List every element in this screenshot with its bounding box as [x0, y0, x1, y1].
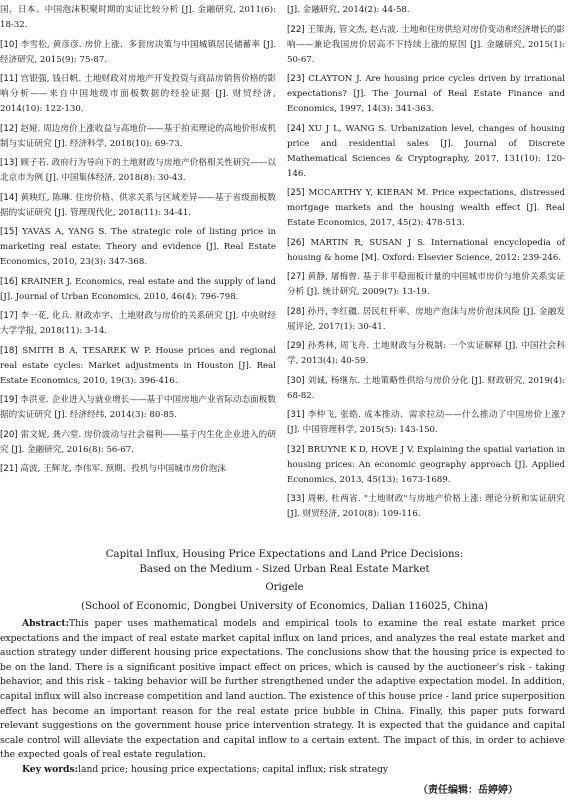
reference-text: KRAINER J. Economics, real estate and the supply of land [J]. Journal of Urban Economics, 2010, 46(4): 796-798.: [0, 276, 276, 302]
reference-entry: [0, 122, 276, 152]
reference-entry: [0, 72, 276, 117]
reference-entry: [287, 339, 565, 369]
reference-number: [16]: [0, 276, 18, 287]
reference-entry: [0, 462, 276, 477]
reference-text: 刘诚, 杨继东. 土地策略性供给与房价分化 [J]. 财政研究, 2019(4): 68-82.: [287, 375, 565, 401]
reference-number: [25]: [287, 188, 305, 198]
reference-text: 李一花, 化兵. 财政赤字、土地财政与房价的关系研究 [J]. 中央财经大学学报, 2018(11): 3-14.: [0, 311, 276, 336]
reference-entry: [287, 23, 565, 68]
reference-text: [J]. 金融研究, 2014(2): 44-58.: [287, 5, 410, 15]
reference-number: [14]: [0, 192, 18, 203]
references-left-column: [0, 3, 276, 482]
reference-entry: [0, 225, 276, 270]
reference-entry: [0, 309, 276, 339]
reference-number: [33]: [287, 494, 305, 504]
reference-text: 高波, 王辉龙, 李伟军. 预期、投机与中国城市房价泡沫: [17, 464, 226, 474]
english-abstract-block: [0, 547, 569, 778]
english-affiliation: (School of Economic, Dongbei University of Economics, Dalian 116025, China): [81, 601, 488, 612]
reference-entry: [287, 72, 565, 117]
reference-text: 宫银强, 钱日帆. 土地财政对房地产开发投资与商品房销售价格的影响分析——来自中国地级市面板数据的经验证据 [J]. 财贸经济, 2014(10): 122-130.: [0, 74, 276, 114]
reference-text: 雷文妮, 龚六堂. 房价波动与社会福利——基于内生化企业进入的研究 [J]. 金融研究, 2016(8): 56-67.: [0, 429, 276, 455]
reference-text: BRUYNE K D, HOVE J V. Explaining the spatial variation in housing prices: An economic geography approach [J]. Applied Economics, 2013, 45(13): 1673-1689.: [287, 444, 565, 485]
reference-number: [10]: [0, 39, 18, 50]
reference-text: 周彬, 杜两省. "土地财政"与房地产价格上涨: 理论分析和实证研究 [J]. 财贸经济, 2010(8): 109-116.: [287, 494, 565, 519]
english-subtitle: Based on the Medium - Sized Urban Real Estate Market: [139, 564, 430, 575]
reference-number: [30]: [287, 375, 305, 386]
reference-text: MARTIN R, SUSAN J S. International encyclopedia of housing & home [M]. Oxford: Elsevier Science, 2012: 239-246.: [287, 237, 565, 263]
reference-entry: [287, 374, 565, 404]
reference-entry: [287, 122, 565, 182]
reference-text: CLAYTON J. Are housing price cycles driven by irrational expectations? [J]. The Journal of Real Estate Finance and Economics, 1997, 14(3): 341-363.: [287, 74, 565, 114]
reference-text: 王策海, 管文杰, 赵占波. 土地和住房供给对房价变动和经济增长的影响——兼论我国房价居高不下持续上涨的原因 [J]. 金融研究, 2015(1): 50-67.: [287, 24, 565, 65]
reference-entry: [0, 38, 276, 68]
reference-text: SMITH B A, TESAREK W P. House prices and regional real estate cycles: Market adjustments in Houston [J]. Real Estate Economics, 2010, 19(3): 396-416.: [0, 345, 276, 386]
reference-entry: [0, 393, 276, 423]
reference-entry: [287, 270, 565, 300]
reference-entry: [0, 191, 276, 221]
reference-number: [17]: [0, 311, 18, 321]
reference-number: [11]: [0, 74, 18, 84]
editor-note: （责任编辑：岳婷婷）: [418, 785, 518, 796]
reference-number: [32]: [287, 444, 305, 455]
reference-text: 黄静, 屠梅曾. 基于非平稳面板计量的中国城市房价与地价关系实证分析 [J]. 统计研究, 2009(7): 13-19.: [287, 272, 565, 297]
english-abstract: [0, 617, 565, 763]
reference-entry: [287, 236, 565, 266]
reference-text: 孙秀林, 周飞舟. 土地财政与分税制: 一个实证解释 [J]. 中国社会科学, 2013(4): 40-59.: [287, 341, 565, 366]
english-keywords: [0, 763, 569, 778]
reference-number: [13]: [0, 158, 18, 168]
keywords-text: land price; housing price expectations; capital influx; risk strategy: [78, 763, 389, 775]
reference-entry: [287, 443, 565, 488]
reference-number: [28]: [287, 306, 305, 317]
reference-number: [24]: [287, 123, 305, 134]
english-title: Capital Influx, Housing Price Expectations and Land Price Decisions:: [105, 549, 464, 560]
reference-text: 李洪亚. 企业进入与就业增长——基于中国房地产业省际动态面板数据的实证研究 [J]. 经济经纬, 2014(3): 80-85.: [0, 395, 276, 420]
references-right-column: [287, 3, 565, 527]
abstract-text: This paper uses mathematical models and empirical tools to examine the real estate market price expectations and the impact of real estate market capital influx on land prices, and analyzes the real estate market and auction strategy under different housing price expectations. The conclusions show that the housing price is expected to be on the land. There is a significant positive impact effect on prices, which is caused by the auctioneer's risk - taking behavior, and this risk - taking behavior will be further strengthened under the adaptive expectation model. In addition, capital influx will also increase competition and land auction. The existence of this house price - land price superposition effect has become an important reason for the real estate price bubble in China. Finally, this paper puts forward relevant suggestions on the government house price intervention strategy. It is expected that the guidance and capital scale control will alleviate the expectation and capital inflow to a certain extent. The impact of this, in order to achieve the expected goals of real estate regulation.: [0, 618, 565, 761]
reference-number: [21]: [0, 464, 18, 474]
reference-entry: [0, 156, 276, 186]
reference-number: [31]: [287, 410, 305, 420]
reference-text: 顾子若. 政府行为导向下的土地财政与房地产价格相关性研究——以北京市为例 [J]. 中国集体经济, 2018(8): 30-43.: [0, 158, 276, 183]
reference-number: [22]: [287, 24, 305, 35]
reference-entry: [0, 428, 276, 458]
reference-entry: [0, 344, 276, 389]
reference-text: 黄映红, 陈琳. 住房价格、供求关系与区域差异——基于省级面板数据的实证研究 [J]. 管理现代化, 2018(11): 34-41.: [0, 192, 276, 218]
reference-number: [26]: [287, 237, 305, 248]
reference-entry: [287, 3, 565, 18]
reference-entry: [287, 408, 565, 438]
reference-entry: [0, 3, 276, 33]
reference-text: YAVAS A, YANG S. The strategic role of listing price in marketing real estate: Theory and evidence [J]. Real Estate Economics, 2010, 23(3): 347-368.: [0, 227, 276, 267]
reference-entry: [287, 186, 565, 231]
reference-entry: [287, 492, 565, 522]
reference-text: 李仲飞, 张皓. 成本推动、需求拉动——什么推动了中国房价上涨? [J]. 中国管理科学, 2015(5): 143-150.: [287, 410, 565, 435]
reference-number: [23]: [287, 74, 305, 84]
reference-number: [20]: [0, 429, 18, 440]
reference-text: XU J L, WANG S. Urbanization level, changes of housing price and residential sales [J]. Journal of Discrete Mathematical Sciences & Cryptography, 2017, 131(10): 120-146.: [287, 123, 565, 179]
abstract-label: Abstract:: [22, 618, 69, 629]
reference-number: [15]: [0, 227, 18, 237]
reference-entry: [287, 305, 565, 335]
reference-text: 国、日本、中国泡沫积聚时期的实证比较分析 [J]. 金融研究, 2011(6): 18-32.: [0, 5, 276, 30]
reference-number: [19]: [0, 395, 18, 405]
reference-number: [18]: [0, 345, 18, 356]
reference-text: 赵娅. 周边房价上涨收益与高地价——基于拍卖理论的高地价形成机制与实证研究 [J]. 经济科学, 2018(10): 69-73.: [0, 123, 276, 149]
reference-text: 孙丹, 李红疆. 居民杠杆率、房地产泡沫与房价泡沫风险 [J]. 金融发展评论, 2017(1): 30-41.: [287, 306, 565, 332]
reference-entry: [0, 275, 276, 305]
english-author: Origele: [265, 582, 304, 593]
reference-text: MCCARTHY Y, KIERAN M. Price expectations, distressed mortgage markets and the housing wealth effect [J]. Real Estate Economics, 2017, 45(2): 478-513.: [287, 188, 565, 228]
reference-number: [29]: [287, 341, 305, 351]
reference-number: [27]: [287, 272, 305, 282]
references-section: [0, 3, 569, 538]
reference-number: [12]: [0, 123, 18, 134]
reference-text: 李雪松, 黄彦彦. 房价上涨、多套房决策与中国城镇居民储蓄率 [J]. 经济研究, 2015(9): 75-87.: [0, 39, 276, 65]
keywords-label: Key words:: [22, 763, 79, 775]
